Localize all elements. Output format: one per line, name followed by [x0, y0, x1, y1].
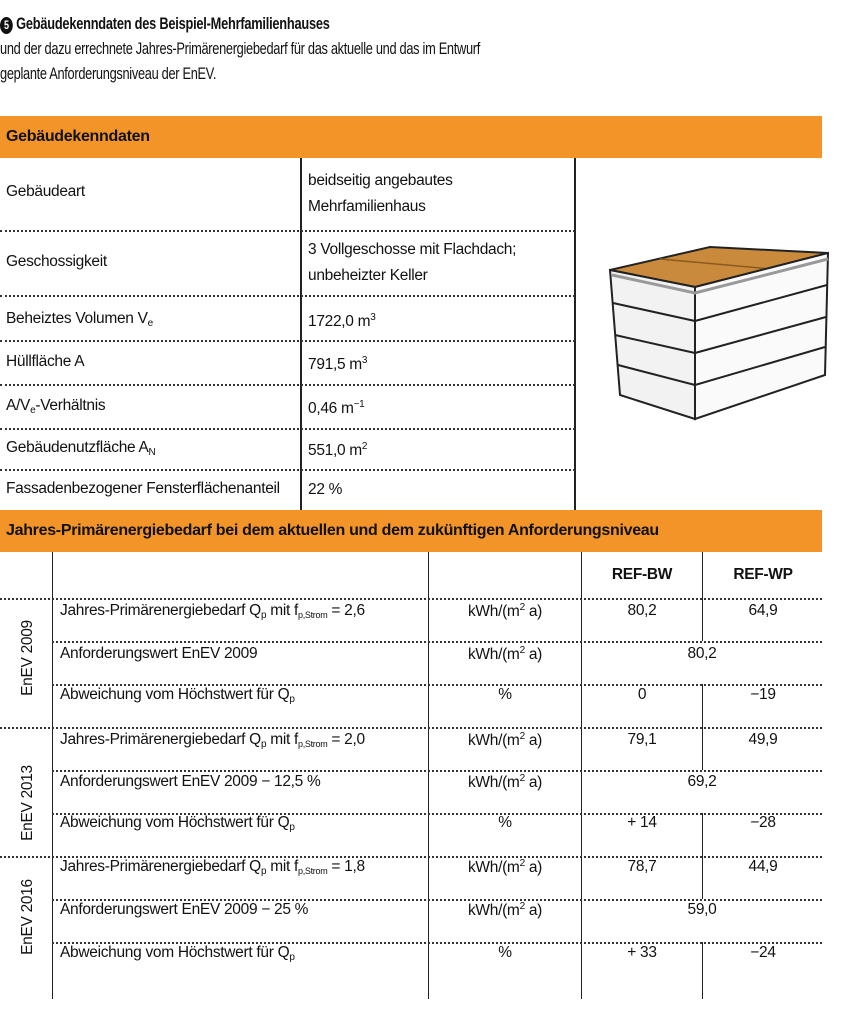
row-unit — [430, 901, 580, 920]
col-header-ref-wp: REF-WP — [733, 566, 793, 583]
group-label-enev-2013: EnEV 2013 — [19, 765, 36, 841]
row-label: Geschossigkeit — [6, 253, 107, 270]
unit-superscript: 2 — [519, 602, 525, 613]
row-divider — [0, 598, 822, 600]
building-data-header — [0, 116, 822, 158]
unit-superscript: 2 — [519, 858, 525, 869]
row-label — [60, 602, 425, 621]
row-unit: % — [498, 944, 512, 961]
unit-main: kWh/(m — [467, 732, 520, 749]
row-label: Anforderungswert EnEV 2009 − 25 % — [60, 901, 309, 918]
row-unit — [430, 858, 580, 877]
caption-title-row — [0, 14, 640, 36]
value-ref-bw: 79,1 — [627, 731, 657, 748]
row-label-tail: -Verhältnis — [35, 397, 106, 414]
row-value — [308, 348, 367, 378]
row-unit — [430, 773, 580, 792]
row-label-subscript: p,Strom — [298, 866, 328, 876]
unit-main: kWh/(m — [467, 902, 520, 919]
row-value-line: unbeheizter Keller — [308, 267, 428, 284]
figure-number-badge: 5 — [0, 17, 13, 34]
row-value-superscript: 3 — [370, 312, 376, 323]
row-label-main: Gebäudenutzfläche A — [6, 439, 149, 456]
row-label-main: Abweichung vom Höchstwert für Q — [60, 944, 290, 961]
row-value-line: Mehrfamilienhaus — [308, 198, 426, 215]
row-label-main: mit f — [266, 731, 298, 748]
table-row — [0, 296, 575, 340]
column-divider — [702, 552, 703, 641]
row-value-superscript: −1 — [353, 399, 365, 410]
building-front-face — [610, 270, 695, 419]
building-illustration — [600, 225, 840, 425]
row-value-superscript: 2 — [361, 441, 368, 452]
row-value-main: 551,0 m — [308, 442, 362, 459]
unit-main: kWh/(m — [467, 646, 520, 663]
value-ref-wp: −19 — [750, 686, 776, 703]
row-label-subscript: e — [30, 405, 36, 416]
row-label-subscript: N — [148, 447, 156, 458]
row-divider — [52, 770, 822, 772]
row-label-subscript: p — [289, 694, 295, 705]
unit-superscript: 2 — [519, 731, 525, 742]
row-label: Anforderungswert EnEV 2009 − 12,5 % — [60, 773, 321, 790]
energy-demand-header — [0, 510, 822, 552]
row-label-subscript: p — [289, 952, 295, 963]
row-label: Fassadenbezogener Fensterflächenanteil — [6, 480, 280, 497]
row-label — [60, 814, 425, 833]
row-label-main: A/V — [6, 397, 31, 414]
row-value — [308, 434, 367, 464]
row-label-main: = 2,0 — [327, 731, 365, 748]
table-row — [0, 341, 575, 384]
value-ref-wp: −24 — [750, 944, 776, 961]
table-row — [0, 158, 575, 230]
row-label — [60, 686, 425, 705]
table-row — [0, 385, 575, 428]
row-value-superscript: 3 — [361, 355, 368, 366]
table-row — [0, 231, 575, 295]
caption-line-2: geplante Anforderungsniveau der EnEV. — [0, 64, 217, 83]
row-label-main: Jahres-Primärenergiebedarf Q — [60, 731, 261, 748]
value-ref-wp: −28 — [750, 814, 776, 831]
col-header-ref-bw: REF-BW — [611, 566, 673, 583]
building-data-header-text: Gebäudekenndaten — [6, 128, 150, 145]
column-divider — [702, 942, 703, 999]
row-value-line: 3 Vollgeschosse mit Flachdach; — [308, 241, 517, 258]
row-label-main: Beheiztes Volumen V — [6, 310, 148, 327]
column-divider — [52, 552, 53, 999]
row-label: Gebäudeart — [6, 183, 85, 200]
value-ref-wp: 44,9 — [748, 858, 778, 875]
unit-superscript: 2 — [519, 645, 525, 656]
row-value-line: beidseitig angebautes — [308, 172, 453, 189]
unit-tail: a) — [524, 732, 543, 749]
value-ref-bw: 80,2 — [627, 602, 657, 619]
unit-tail: a) — [524, 859, 543, 876]
row-label-main: = 1,8 — [327, 858, 365, 875]
row-value — [308, 305, 376, 335]
unit-main: kWh/(m — [467, 603, 520, 620]
table-row — [0, 429, 575, 469]
row-label-main: mit f — [266, 602, 298, 619]
merged-value: 59,0 — [687, 901, 717, 918]
unit-tail: a) — [524, 774, 543, 791]
unit-tail: a) — [524, 902, 543, 919]
row-label-subscript: p — [260, 610, 267, 621]
figure-caption — [0, 14, 850, 86]
value-ref-wp: 49,9 — [748, 731, 778, 748]
row-label — [60, 858, 425, 877]
row-label: Hüllfläche A — [6, 353, 85, 370]
caption-line-1: und der dazu errechnete Jahres-Primärenergiebedarf für das aktuelle und das im Entwurf — [0, 39, 480, 58]
row-unit: % — [498, 814, 512, 831]
unit-superscript: 2 — [519, 773, 525, 784]
row-label — [6, 439, 155, 458]
value-ref-bw: 0 — [637, 686, 647, 703]
value-ref-bw: 78,7 — [627, 858, 657, 875]
merged-value: 80,2 — [687, 645, 717, 662]
row-value — [308, 392, 364, 422]
row-unit — [430, 645, 580, 664]
row-unit: % — [498, 686, 512, 703]
unit-main: kWh/(m — [467, 859, 520, 876]
unit-main: kWh/(m — [467, 774, 520, 791]
unit-tail: a) — [524, 646, 543, 663]
energy-demand-header-text: Jahres-Primärenergiebedarf bei dem aktuellen und dem zukünftigen Anforderungsniveau — [6, 522, 659, 539]
row-label: Anforderungswert EnEV 2009 — [60, 645, 258, 662]
merged-value: 69,2 — [687, 773, 717, 790]
row-value-main: 791,5 m — [308, 356, 362, 373]
row-divider — [0, 727, 822, 729]
row-label — [60, 731, 425, 750]
value-ref-bw: + 33 — [627, 944, 657, 961]
row-label — [6, 310, 153, 329]
row-label-main: Abweichung vom Höchstwert für Q — [60, 686, 290, 703]
row-label-main: mit f — [266, 858, 298, 875]
column-divider — [428, 552, 429, 999]
row-label-subscript: p,Strom — [298, 610, 328, 620]
row-label-main: Abweichung vom Höchstwert für Q — [60, 814, 290, 831]
unit-superscript: 2 — [519, 901, 525, 912]
row-label-subscript: p — [260, 866, 267, 877]
unit-tail: a) — [524, 603, 543, 620]
row-value-main: 0,46 m — [308, 400, 354, 417]
row-label-main: Jahres-Primärenergiebedarf Q — [60, 602, 261, 619]
row-label-main: = 2,6 — [327, 602, 365, 619]
value-ref-bw: + 14 — [627, 814, 657, 831]
row-value: 22 % — [308, 481, 343, 498]
group-label-enev-2016: EnEV 2016 — [19, 879, 36, 955]
row-value-main: 1722,0 m — [308, 313, 371, 330]
row-label-subscript: p — [289, 822, 295, 833]
caption-title: Gebäudekenndaten des Beispiel-Mehrfamilienhauses — [16, 14, 330, 33]
row-label-subscript: e — [147, 318, 153, 329]
row-label — [6, 397, 105, 416]
row-unit — [430, 731, 580, 750]
row-label-main: Jahres-Primärenergiebedarf Q — [60, 858, 261, 875]
row-label-subscript: p,Strom — [298, 739, 328, 749]
table-row — [0, 470, 575, 510]
value-ref-wp: 64,9 — [748, 602, 778, 619]
row-value — [308, 237, 516, 289]
row-label-subscript: p — [260, 739, 267, 750]
row-label — [60, 944, 425, 963]
row-unit — [430, 602, 580, 621]
group-label-enev-2009: EnEV 2009 — [19, 620, 36, 696]
row-value — [308, 168, 453, 220]
row-divider — [52, 641, 822, 643]
